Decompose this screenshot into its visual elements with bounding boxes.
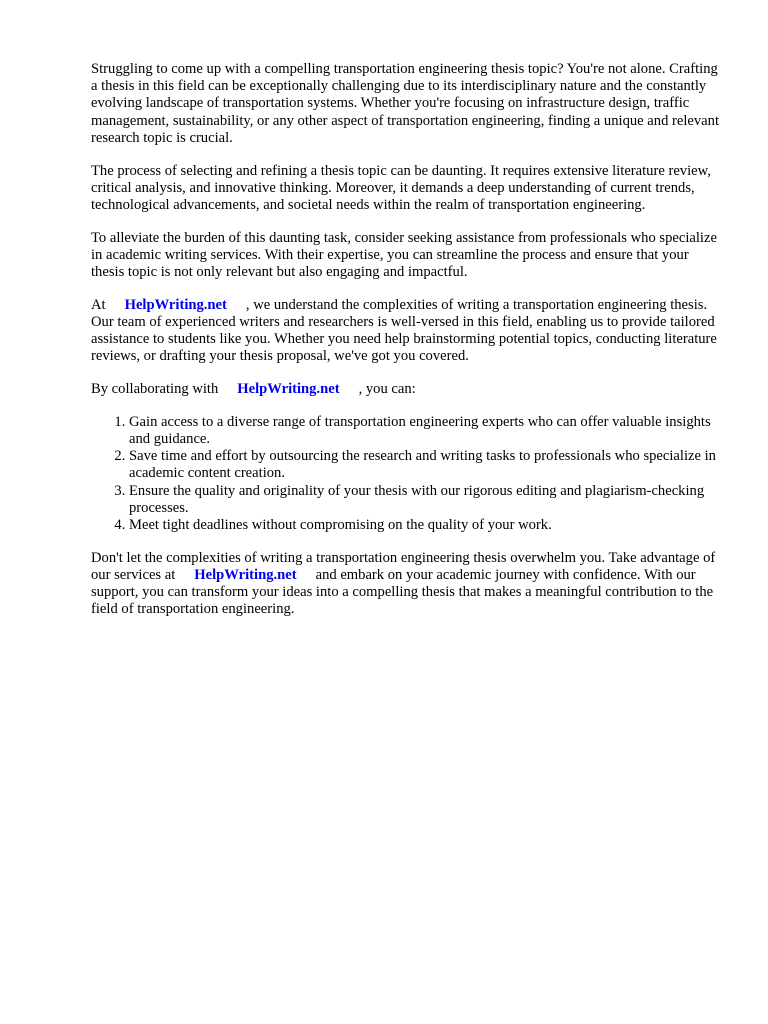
list-item: 3. Ensure the quality and originality of your thesis with our rigorous editing and plagiarism-checking processes. — [129, 483, 721, 517]
helpwriting-link-3[interactable]: HelpWriting.net — [194, 566, 297, 583]
intro-paragraph: Struggling to come up with a compelling transportation engineering thesis topic? You're not alone. Crafting a thesis in this field can be exceptionally challenging due to its interdisciplinary nature and the constantly evolving landscape of transportation systems. Whether you're focusing on infrastructure design, traffic management, sustainability, or any other aspect of transportation engineering, finding a unique and relevant research topic is crucial. — [91, 61, 720, 146]
about-rest-text: , we understand the complexities of writing a transportation engineering thesis. Our team of experienced writers and researchers is well-versed in this field, enabling us to provide tailored assistance to students like you. Whether you need help brainstorming potential topics, conducting literature reviews, or drafting your thesis proposal, we've got you covered. — [91, 296, 717, 365]
helpwriting-link-1[interactable]: HelpWriting.net — [124, 296, 227, 313]
list-item: 4. Meet tight deadlines without compromising on the quality of your work. — [129, 517, 721, 534]
assistance-paragraph: To alleviate the burden of this daunting task, consider seeking assistance from professionals who specialize in academic writing services. With their expertise, you can streamline the process and ensure that your thesis topic is not only relevant but also engaging and impactful. — [91, 229, 717, 281]
closing-lead-text: Don't let the complexities of writing a transportation engineering thesis overwhelm you. Take advantage of our services at — [91, 549, 716, 583]
list-item: 1. Gain access to a diverse range of transportation engineering experts who can offer valuable insights and guidance. — [129, 414, 721, 448]
closing-rest-text: and embark on your academic journey with confidence. With our support, you can transform your ideas into a compelling thesis that makes a meaningful contribution to the field of transportation engineering. — [91, 566, 714, 618]
list-item: 2. Save time and effort by outsourcing the research and writing tasks to professionals who specialize in academic content creation. — [129, 448, 721, 482]
document-body — [91, 61, 721, 634]
collaborate-rest-text: , you can: — [358, 381, 416, 398]
process-paragraph: The process of selecting and refining a thesis topic can be daunting. It requires extensive literature review, critical analysis, and innovative thinking. Moreover, it demands a deep understanding of current trends, technological advancements, and societal needs within the realm of transportation engineering. — [91, 162, 711, 213]
collaborate-paragraph — [91, 381, 721, 398]
about-paragraph — [91, 297, 721, 366]
benefits-list — [91, 414, 721, 534]
collaborate-lead-text: By collaborating with — [91, 381, 219, 398]
closing-paragraph — [91, 550, 721, 619]
about-lead-text: At — [91, 296, 106, 313]
helpwriting-link-2[interactable]: HelpWriting.net — [237, 381, 340, 398]
